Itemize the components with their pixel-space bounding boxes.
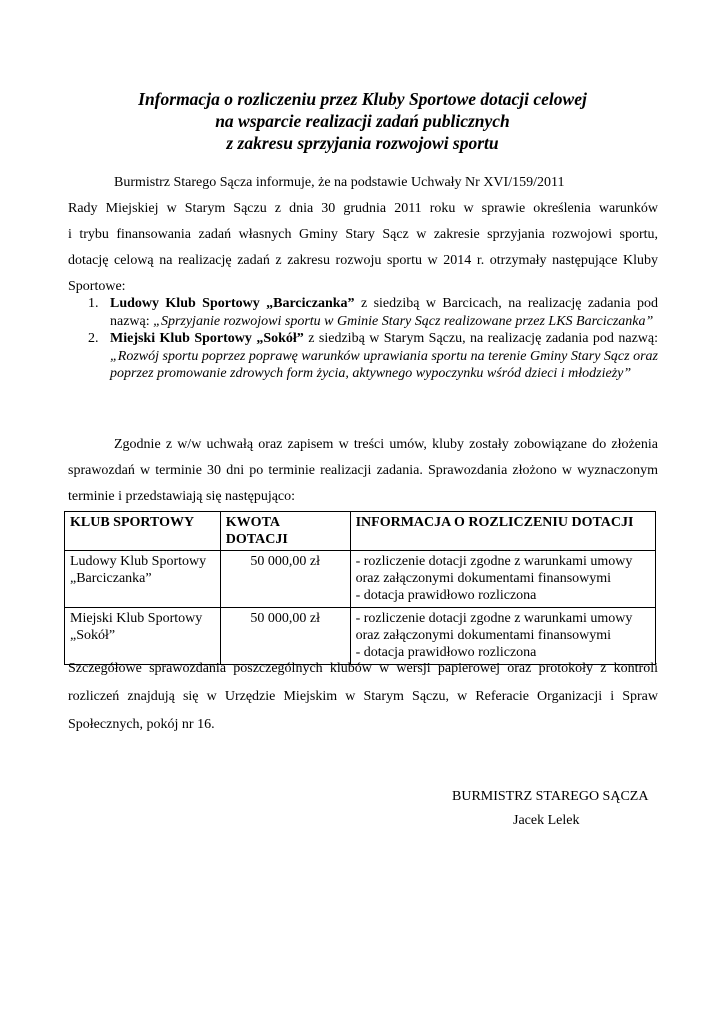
reporting-text: Zgodnie z w/w uchwałą oraz zapisem w treści umów, kluby zostały zobowiązane do złożenia sprawozdań w terminie 30 dni po terminie realizacji zadania. Sprawozdania złożono w wyznaczonym terminie i przedstawiają się następująco: [68,437,658,504]
column-header-amount: KWOTA DOTACJI [220,512,350,551]
intro-line-4: dotację celową na realizację zadań z zakresu rozwoju sportu w 2014 r. otrzymały następujące Kluby [68,253,658,268]
document-title [0,88,725,154]
intro-line-2: Rady Miejskiej w Starym Sączu z dnia 30 grudnia 2011 roku w sprawie określenia warunków [68,201,658,216]
table-header-row [65,512,656,551]
details-paragraph: Szczegółowe sprawozdania poszczególnych klubów w wersji papierowej oraz protokoły z kontroli rozliczeń znajdują się w Urzędzie Miejskim w Starym Sączu, w Referacie Organizacji i Spraw Społecznych, pokój nr 16. [68,661,658,732]
list-item-number: 1. [88,296,99,311]
info-cell: - rozliczenie dotacji zgodne z warunkami umowy oraz załączonymi dokumentami finansowymi - dotacja prawidłowo rozliczona [350,608,655,665]
intro-line-1: Burmistrz Starego Sącza informuje, że na podstawie Uchwały Nr XVI/159/2011 [114,175,565,190]
club-name: Ludowy Klub Sportowy „Barciczanka” [110,296,355,311]
amount-cell: 50 000,00 zł [220,551,350,608]
table-row [65,551,656,608]
clubs-list [88,295,658,383]
signature-name: Jacek Lelek [513,813,580,828]
list-item [88,295,658,330]
list-item [88,330,658,383]
club-name: Miejski Klub Sportowy „Sokół” [110,331,304,346]
club-description: z siedzibą w Barcicach, na realizację zadania pod nazwą: [110,296,658,329]
amount-cell: 50 000,00 zł [220,608,350,665]
info-cell: - rozliczenie dotacji zgodne z warunkami umowy oraz załączonymi dokumentami finansowymi - dotacja prawidłowo rozliczona [350,551,655,608]
intro-paragraph [68,170,658,300]
club-cell: Miejski Klub Sportowy „Sokół” [65,608,221,665]
reporting-paragraph [68,432,658,510]
title-line-1: Informacja o rozliczeniu przez Kluby Sportowe dotacji celowej [138,89,587,109]
title-line-3: z zakresu sprzyjania rozwojowi sportu [226,133,499,153]
task-name: „Sprzyjanie rozwojowi sportu w Gminie Stary Sącz realizowane przez LKS Barciczanka” [153,313,654,329]
club-cell: Ludowy Klub Sportowy „Barciczanka” [65,551,221,608]
settlement-table [64,511,656,665]
column-header-info: INFORMACJA O ROZLICZENIU DOTACJI [350,512,655,551]
club-description: z siedzibą w Starym Sączu, na realizację zadania pod nazwą: [303,331,659,346]
column-header-club: KLUB SPORTOWY [65,512,221,551]
intro-line-5: Sportowe: [68,279,126,294]
signature-office: BURMISTRZ STAREGO SĄCZA [452,789,649,804]
intro-line-3: i trybu finansowania zadań własnych Gminy Stary Sącz w zakresie sprzyjania rozwojowi sportu, [68,227,658,242]
list-item-number: 2. [88,331,99,346]
task-name: „Rozwój sportu poprzez poprawę warunków uprawiania sportu na terenie Gminy Stary Sącz oraz poprzez promowanie zdrowych form życia, aktywnego wypoczynku wśród dzieci i młodzieży” [110,348,658,381]
title-line-2: na wsparcie realizacji zadań publicznych [215,111,510,131]
